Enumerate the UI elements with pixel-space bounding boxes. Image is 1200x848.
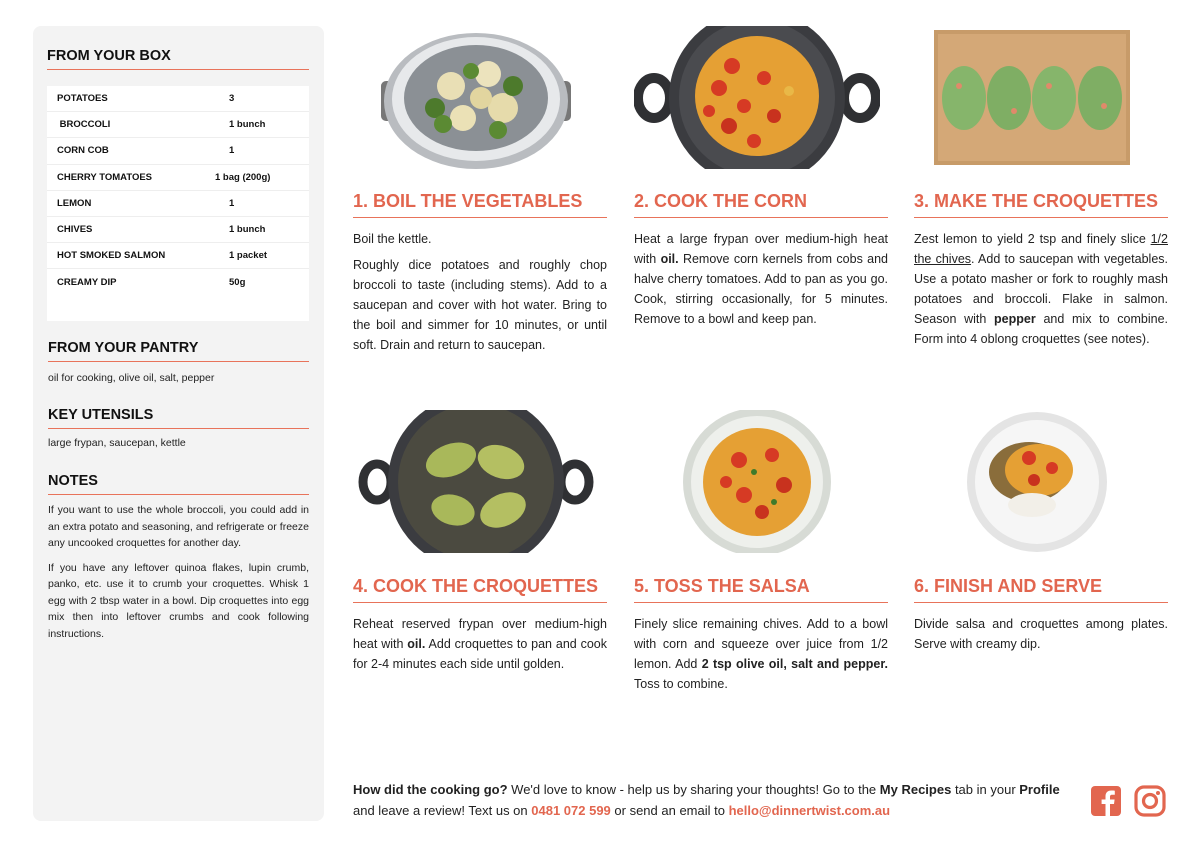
step-2-bold: oil. — [660, 252, 679, 266]
ingredient-row — [47, 217, 309, 243]
step-6-body — [914, 614, 1168, 660]
ingredient-name: CHIVES — [57, 224, 93, 236]
utensils-title: KEY UTENSILS — [48, 407, 309, 429]
ingredient-name: HOT SMOKED SALMON — [57, 250, 166, 262]
step-1-title: 1. BOIL THE VEGETABLES — [353, 191, 607, 218]
step-3-text: Zest lemon to yield 2 tsp and finely slice — [914, 232, 1151, 246]
ingredient-row — [47, 165, 309, 191]
step-1-photo — [353, 26, 599, 169]
notes-body — [48, 502, 309, 650]
ingredient-name: BROCCOLI — [57, 119, 111, 131]
ingredient-name: CREAMY DIP — [57, 276, 117, 288]
step-5-bold: 2 tsp olive oil, salt and pepper. — [701, 657, 888, 671]
footer-question: How did the cooking go? — [353, 782, 508, 797]
ingredient-qty: 1 bag (200g) — [215, 171, 271, 183]
ingredients-table — [47, 86, 309, 321]
step-4-bold: oil. — [407, 637, 426, 651]
footer-my-recipes: My Recipes — [879, 782, 952, 797]
step-5-text: Finely slice remaining chives. Add to a bowl with corn and squeeze over juice from 1/2 lemon. Add — [634, 617, 888, 671]
step-2-text: Remove corn kernels from cobs and halve cherry tomatoes. Add to pan as you go. Cook, stirring occasionally, for 5 minutes. Remove to a bowl and keep pan. — [634, 252, 888, 326]
step-4-text: Add croquettes to pan and cook for 2-4 minutes each side until golden. — [353, 637, 607, 671]
step-3-body — [914, 229, 1168, 355]
step-2-title: 2. COOK THE CORN — [634, 191, 888, 218]
footer-profile: Profile — [1019, 782, 1060, 797]
step-4-paragraph — [353, 614, 607, 674]
step-2-paragraph — [634, 229, 888, 329]
facebook-icon[interactable] — [1090, 785, 1122, 817]
step-5-text: Toss to combine. — [634, 677, 728, 691]
ingredient-qty: 1 bunch — [229, 224, 266, 236]
step-3-bold: pepper — [994, 312, 1036, 326]
ingredient-qty: 1 — [229, 145, 235, 157]
ingredient-qty: 50g — [229, 276, 246, 288]
footer-text: or send an email to — [610, 803, 729, 818]
ingredient-name: CHERRY TOMATOES — [57, 171, 153, 183]
footer-phone-link[interactable]: 0481 072 599 — [531, 803, 611, 818]
feedback-footer — [353, 779, 1083, 821]
ingredient-name: LEMON — [57, 197, 92, 209]
notes-title: NOTES — [48, 473, 309, 495]
instagram-icon[interactable] — [1134, 785, 1166, 817]
step-5-photo — [634, 410, 880, 553]
from-your-box-title: FROM YOUR BOX — [47, 48, 309, 70]
step-5-paragraph — [634, 614, 888, 694]
pantry-title: FROM YOUR PANTRY — [48, 340, 309, 362]
ingredient-qty: 1 bunch — [229, 119, 266, 131]
step-1-body — [353, 229, 607, 361]
footer-text: tab in your — [951, 782, 1020, 797]
step-3-text: and mix to combine. Form into 4 oblong croquettes (see notes). — [914, 312, 1168, 346]
step-6-title: 6. FINISH AND SERVE — [914, 576, 1168, 603]
ingredient-qty: 1 — [229, 197, 235, 209]
step-4-text: Reheat reserved frypan over medium-high heat with — [353, 617, 607, 651]
footer-text: We'd love to know - help us by sharing your thoughts! Go to the — [507, 782, 880, 797]
sidebar — [33, 26, 324, 821]
step-2-photo — [634, 26, 880, 169]
utensils-text: large frypan, saucepan, kettle — [48, 437, 186, 449]
notes-paragraph: If you have any leftover quinoa flakes, lupin crumb, panko, etc. use it to crumb your croquettes. Whisk 1 egg with 2 tbsp water in a bowl. Dip croquettes into egg mix then into leftover crumbs and cook following instructions. — [48, 561, 309, 640]
step-2-body — [634, 229, 888, 335]
ingredient-qty: 1 packet — [229, 250, 268, 262]
ingredient-row — [47, 86, 309, 112]
step-1-paragraph: Boil the kettle. — [353, 232, 432, 246]
pantry-text: oil for cooking, olive oil, salt, pepper — [48, 372, 215, 384]
ingredient-row — [47, 112, 309, 138]
step-4-photo — [353, 410, 599, 553]
ingredient-name: POTATOES — [57, 93, 108, 105]
footer-email-link[interactable]: hello@dinnertwist.com.au — [728, 803, 891, 818]
step-6-photo — [914, 410, 1160, 553]
step-4-body — [353, 614, 607, 680]
step-3-underlined: 1/2 the chives — [914, 232, 1168, 266]
ingredient-name: CORN COB — [57, 145, 109, 157]
step-5-body — [634, 614, 888, 700]
ingredient-qty: 3 — [229, 93, 235, 105]
step-4-title: 4. COOK THE CROQUETTES — [353, 576, 607, 603]
step-5-title: 5. TOSS THE SALSA — [634, 576, 888, 603]
ingredient-row — [47, 243, 309, 269]
step-3-photo — [914, 26, 1160, 169]
notes-paragraph: If you want to use the whole broccoli, you could add in an extra potato and seasoning, and refrigerate or freeze any uncooked croquettes for another day. — [48, 504, 309, 549]
step-3-text: . Add to saucepan with vegetables. Use a potato masher or fork to roughly mash potatoes and broccoli. Flake in salmon. Season with — [914, 252, 1168, 326]
footer-text: and leave a review! Text us on — [353, 803, 532, 818]
ingredient-row — [47, 191, 309, 217]
step-1-paragraph: Roughly dice potatoes and roughly chop broccoli to taste (including stems). Add to a saucepan and cover with hot water. Bring to the boil and simmer for 10 minutes, or until soft. Drain and return to saucepan. — [353, 258, 607, 352]
step-3-title: 3. MAKE THE CROQUETTES — [914, 191, 1168, 218]
ingredient-row — [47, 269, 309, 295]
step-3-paragraph — [914, 229, 1168, 349]
step-2-text: Heat a large frypan over medium-high heat with — [634, 232, 888, 266]
step-6-paragraph: Divide salsa and croquettes among plates. Serve with creamy dip. — [914, 617, 1168, 651]
ingredient-row — [47, 138, 309, 164]
